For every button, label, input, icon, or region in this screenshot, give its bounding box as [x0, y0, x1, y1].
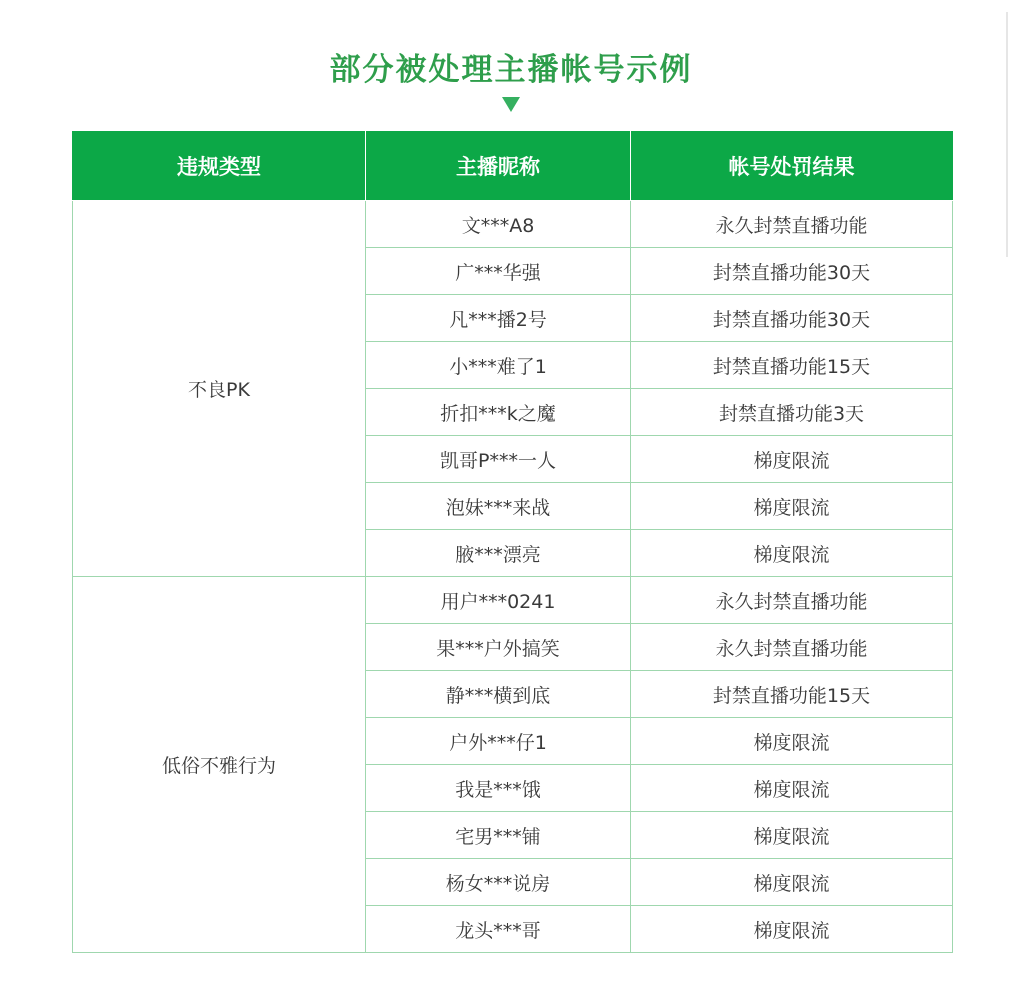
penalty-cell: 梯度限流	[631, 530, 953, 577]
nickname-cell: 广***华强	[366, 248, 631, 295]
nickname-cell: 果***户外搞笑	[366, 624, 631, 671]
penalty-cell: 永久封禁直播功能	[631, 577, 953, 624]
scrollbar[interactable]	[1006, 12, 1008, 257]
nickname-cell: 凯哥P***一人	[366, 436, 631, 483]
nickname-cell: 用户***0241	[366, 577, 631, 624]
penalty-cell: 梯度限流	[631, 859, 953, 906]
penalty-cell: 梯度限流	[631, 436, 953, 483]
nickname-cell: 静***横到底	[366, 671, 631, 718]
table-row	[73, 577, 953, 624]
page-title: 部分被处理主播帐号示例	[329, 52, 693, 88]
nickname-cell: 宅男***铺	[366, 812, 631, 859]
penalty-cell: 封禁直播功能15天	[631, 671, 953, 718]
penalty-cell: 封禁直播功能30天	[631, 248, 953, 295]
nickname-cell: 我是***饿	[366, 765, 631, 812]
penalty-cell: 永久封禁直播功能	[631, 201, 953, 248]
table-row	[73, 201, 953, 248]
down-triangle-icon	[502, 97, 520, 112]
header-penalty: 帐号处罚结果	[631, 132, 953, 201]
penalty-table	[72, 131, 953, 953]
violation-type-cell: 低俗不雅行为	[73, 577, 366, 953]
penalty-cell: 梯度限流	[631, 765, 953, 812]
table-body	[73, 201, 953, 953]
penalty-cell: 永久封禁直播功能	[631, 624, 953, 671]
penalty-cell: 梯度限流	[631, 812, 953, 859]
table-header-row	[73, 132, 953, 201]
nickname-cell: 凡***播2号	[366, 295, 631, 342]
penalty-cell: 封禁直播功能30天	[631, 295, 953, 342]
header-nickname: 主播昵称	[366, 132, 631, 201]
penalty-cell: 梯度限流	[631, 718, 953, 765]
nickname-cell: 泡妹***来战	[366, 483, 631, 530]
penalty-cell: 梯度限流	[631, 483, 953, 530]
nickname-cell: 腋***漂亮	[366, 530, 631, 577]
header-violation-type: 违规类型	[73, 132, 366, 201]
nickname-cell: 小***难了1	[366, 342, 631, 389]
penalty-cell: 封禁直播功能15天	[631, 342, 953, 389]
nickname-cell: 龙头***哥	[366, 906, 631, 953]
nickname-cell: 文***A8	[366, 201, 631, 248]
penalty-cell: 梯度限流	[631, 906, 953, 953]
penalty-cell: 封禁直播功能3天	[631, 389, 953, 436]
nickname-cell: 户外***仔1	[366, 718, 631, 765]
nickname-cell: 杨女***说房	[366, 859, 631, 906]
violation-type-cell: 不良PK	[73, 201, 366, 577]
nickname-cell: 折扣***k之魔	[366, 389, 631, 436]
